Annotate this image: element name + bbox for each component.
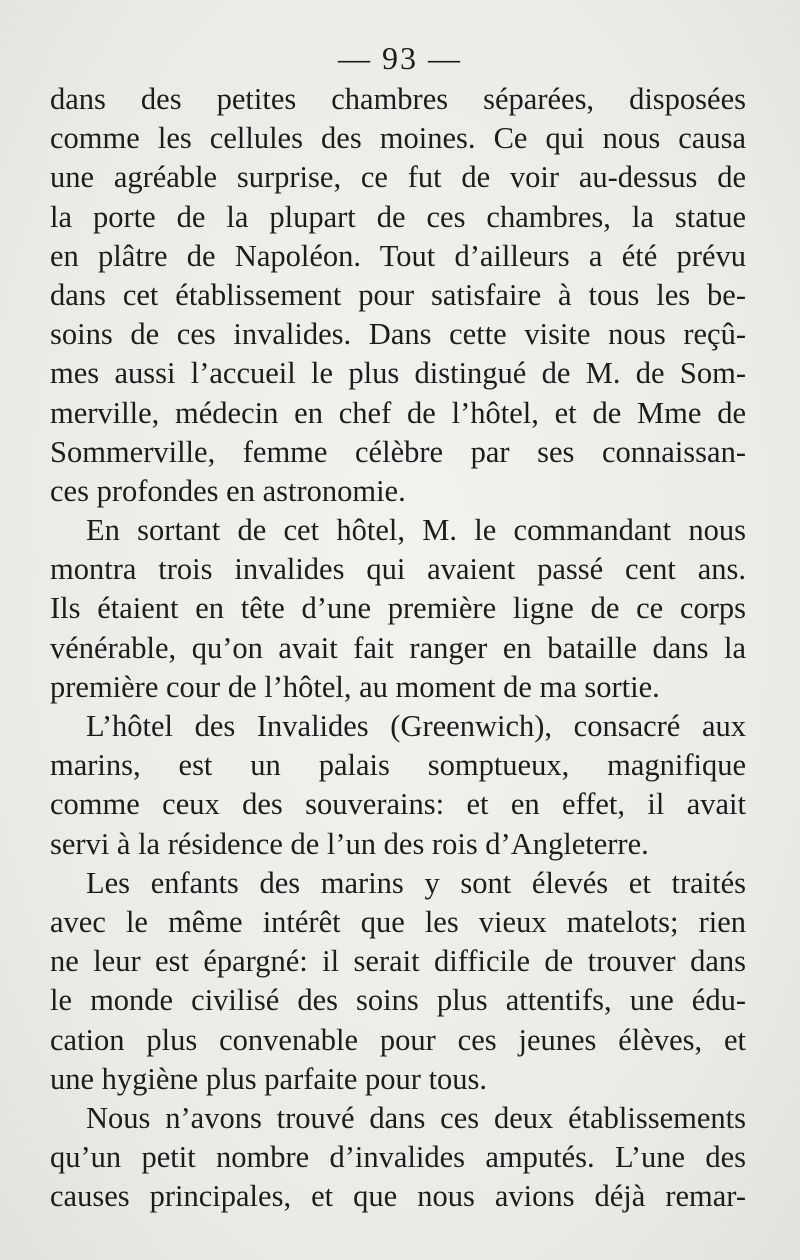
text-line: dans cet établissement pour satisfaire à tous les be- xyxy=(50,277,746,312)
text-line: ne leur est épargné: il serait difficile de trouver dans xyxy=(50,944,746,979)
text-line: la porte de la plupart de ces chambres, la statue xyxy=(50,199,746,234)
text-line: le monde civilisé des soins plus attentifs, une édu- xyxy=(50,983,746,1018)
text-line: soins de ces invalides. Dans cette visite nous reçû- xyxy=(50,317,746,352)
text-line: avec le même intérêt que les vieux matelots; rien xyxy=(50,904,746,939)
paragraph-first-line: Nous n’avons trouvé dans ces deux établissements xyxy=(86,1100,746,1135)
text-line: servi à la résidence de l’un des rois d’Angleterre. xyxy=(50,826,649,861)
text-line: cation plus convenable pour ces jeunes élèves, et xyxy=(50,1022,746,1057)
text-line: mes aussi l’accueil le plus distingué de M. de Som- xyxy=(50,356,746,391)
text-line: marins, est un palais somptueux, magnifique xyxy=(50,748,746,783)
text-line: Ils étaient en tête d’une première ligne de ce corps xyxy=(50,591,746,626)
text-line: comme les cellules des moines. Ce qui nous causa xyxy=(50,121,746,156)
paragraph-first-line: En sortant de cet hôtel, M. le commandant nous xyxy=(86,513,746,548)
text-line: vénérable, qu’on avait fait ranger en bataille dans la xyxy=(50,630,746,665)
text-line: une hygiène plus parfaite pour tous. xyxy=(50,1061,488,1096)
page-number: — 93 — xyxy=(338,40,462,76)
text-line: Sommerville, femme célèbre par ses connaissan- xyxy=(50,434,746,469)
text-line: première cour de l’hôtel, au moment de ma sortie. xyxy=(50,669,660,704)
text-line: qu’un petit nombre d’invalides amputés. L’une des xyxy=(50,1140,746,1175)
text-line: causes principales, et que nous avions déjà remar- xyxy=(50,1179,746,1214)
text-line: comme ceux des souverains: et en effet, il avait xyxy=(50,787,746,822)
text-line: en plâtre de Napoléon. Tout d’ailleurs a été prévu xyxy=(50,238,746,273)
text-line: merville, médecin en chef de l’hôtel, et de Mme de xyxy=(50,395,746,430)
text-line: ces profondes en astronomie. xyxy=(50,473,406,508)
text-line: montra trois invalides qui avaient passé cent ans. xyxy=(50,552,746,587)
text-line: dans des petites chambres séparées, disposées xyxy=(50,82,746,116)
paragraph-first-line: L’hôtel des Invalides (Greenwich), consacré aux xyxy=(86,709,746,743)
body-text xyxy=(50,80,746,1216)
text-line: une agréable surprise, ce fut de voir au-dessus de xyxy=(50,160,746,195)
paragraph-first-line: Les enfants des marins y sont élevés et traités xyxy=(86,865,746,900)
